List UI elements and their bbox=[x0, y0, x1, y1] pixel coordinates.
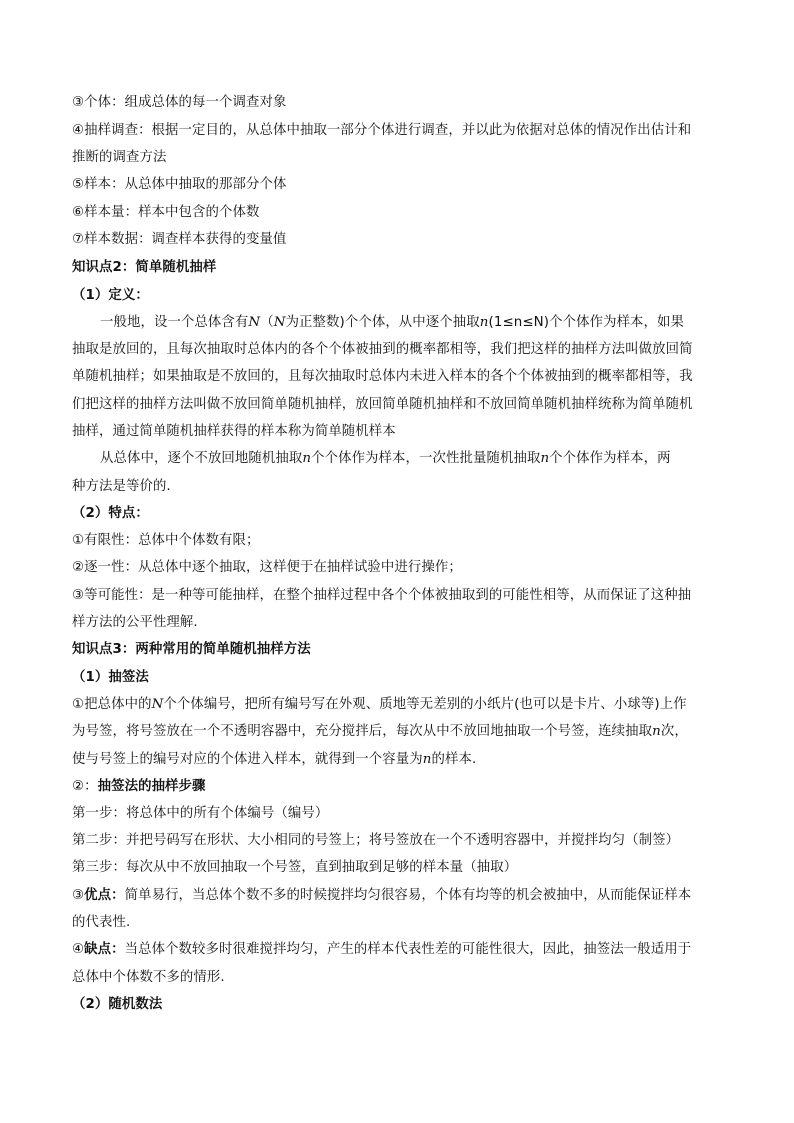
definition-line-5: 抽样，通过简单随机抽样获得的样本称为简单随机样本 bbox=[72, 424, 396, 439]
disadvantage-line-1 bbox=[72, 940, 691, 960]
math-var: N bbox=[248, 315, 261, 330]
feature-finite: ①有限性：总体中个体数有限； bbox=[72, 533, 260, 548]
text-span: ④ bbox=[72, 942, 85, 957]
math-var: N bbox=[151, 697, 164, 712]
step-2: 第二步：并把号码写在形状、大小相同的号签上；将号签放在一个不透明容器中，并搅拌均匀（制签） bbox=[72, 833, 680, 848]
item-sample-size: ⑥样本量：样本中包含的个体数 bbox=[72, 205, 260, 220]
item-sample-survey: ④抽样调查：根据一定目的，从总体中抽取一部分个体进行调查，并以此为依据对总体的情况作出估计和 bbox=[72, 123, 692, 138]
text-span: 个个体编号，把所有编号写在外观、质地等无差别的小纸片(也可以是卡片、小球等)上作 bbox=[163, 697, 687, 712]
lottery-steps-heading bbox=[72, 777, 206, 797]
text-span: 为号签，将号签放在一个不透明容器中，充分搅拌后，每次从中不放回地抽取一个号签，连续抽取 bbox=[72, 724, 653, 739]
lottery-line-1 bbox=[72, 695, 687, 715]
item-sample-data: ⑦样本数据：调查样本获得的变量值 bbox=[72, 232, 287, 247]
definition-line-1 bbox=[100, 313, 684, 333]
section-heading-3: 知识点3：两种常用的简单随机抽样方法 bbox=[72, 642, 311, 657]
text-span: 的样本. bbox=[431, 752, 477, 767]
advantage-line-1 bbox=[72, 886, 691, 906]
math-var: n bbox=[652, 724, 661, 739]
bold-label: 缺点： bbox=[84, 942, 125, 957]
feature-one-by-one: ②逐一性：从总体中逐个抽取，这样便于在抽样试验中进行操作； bbox=[72, 560, 462, 575]
lottery-line-2 bbox=[72, 722, 688, 742]
section-heading-2: 知识点2：简单随机抽样 bbox=[72, 260, 217, 275]
step-1: 第一步：将总体中的所有个体编号（编号） bbox=[72, 806, 329, 821]
definition-line-2: 抽取是放回的，且每次抽取时总体内的各个个体被抽到的概率都相等，我们把这样的抽样方法叫做放回简 bbox=[72, 342, 693, 357]
subheading-random-number: （2）随机数法 bbox=[72, 997, 163, 1012]
math-var: n bbox=[422, 752, 432, 767]
subheading-features: （2）特点： bbox=[72, 506, 149, 521]
text-span: 为正整数)个个体，从中逐个抽取 bbox=[285, 315, 480, 330]
item-individual: ③个体：组成总体的每一个调查对象 bbox=[72, 95, 287, 110]
text-span: (1≤n≤N)个个体作为样本，如果 bbox=[488, 315, 685, 330]
text-span: 从总体中，逐个不放回地随机抽取 bbox=[100, 451, 303, 466]
item-sample: ⑤样本：从总体中抽取的那部分个体 bbox=[72, 177, 287, 192]
text-span: 一般地，设一个总体含有 bbox=[100, 315, 249, 330]
text-span: 个个体作为样本，两 bbox=[549, 451, 671, 466]
definition-line-3: 单随机抽样；如果抽取是不放回的，且每次抽取时总体内未进入样本的各个个体被抽到的概率都相等，我 bbox=[72, 369, 693, 384]
feature-equal-probability: ③等可能性：是一种等可能抽样，在整个抽样过程中各个个体被抽取到的可能性相等，从而保证了这种抽 bbox=[72, 588, 692, 603]
math-var: N bbox=[273, 315, 286, 330]
item-sample-survey-cont: 推断的调查方法 bbox=[72, 150, 167, 165]
subheading-lottery: （1）抽签法 bbox=[72, 670, 149, 685]
text-span: 使与号签上的编号对应的个体进入样本，就得到一个容量为 bbox=[72, 752, 423, 767]
math-var: n bbox=[479, 315, 489, 330]
definition-line-4: 们把这样的抽样方法叫做不放回简单随机抽样，放回简单随机抽样和不放回简单随机抽样统称为简单随机 bbox=[72, 397, 693, 412]
advantage-line-2: 的代表性. bbox=[72, 915, 131, 930]
subheading-definition: （1）定义： bbox=[72, 288, 149, 303]
text-span: 个个体作为样本，一次性批量随机抽取 bbox=[311, 451, 541, 466]
text-span: ①把总体中的 bbox=[72, 697, 152, 712]
text-span: 次， bbox=[660, 724, 688, 739]
math-var: n bbox=[302, 451, 312, 466]
lottery-line-3 bbox=[72, 750, 476, 770]
equivalence-line-1 bbox=[100, 449, 671, 469]
equivalence-line-2: 种方法是等价的. bbox=[72, 479, 171, 494]
bold-label: 抽签法的抽样步骤 bbox=[97, 779, 206, 794]
text-span: ③ bbox=[72, 888, 85, 903]
math-var: n bbox=[540, 451, 550, 466]
text-span: 简单易行，当总体个数不多的时候搅拌均匀很容易，个体有均等的机会被抽中，从而能保证样本 bbox=[124, 888, 692, 903]
bold-label: 优点： bbox=[84, 888, 125, 903]
disadvantage-line-2: 总体中个体数不多的情形. bbox=[72, 970, 225, 985]
text-span: （ bbox=[260, 315, 274, 330]
text-span: 当总体个数较多时很难搅拌均匀，产生的样本代表性差的可能性很大，因此，抽签法一般适用于 bbox=[124, 942, 692, 957]
text-span: ②： bbox=[72, 779, 98, 794]
step-3: 第三步：每次从中不放回抽取一个号签，直到抽取到足够的样本量（抽取） bbox=[72, 860, 518, 875]
feature-equal-probability-cont: 样方法的公平性理解. bbox=[72, 615, 198, 630]
